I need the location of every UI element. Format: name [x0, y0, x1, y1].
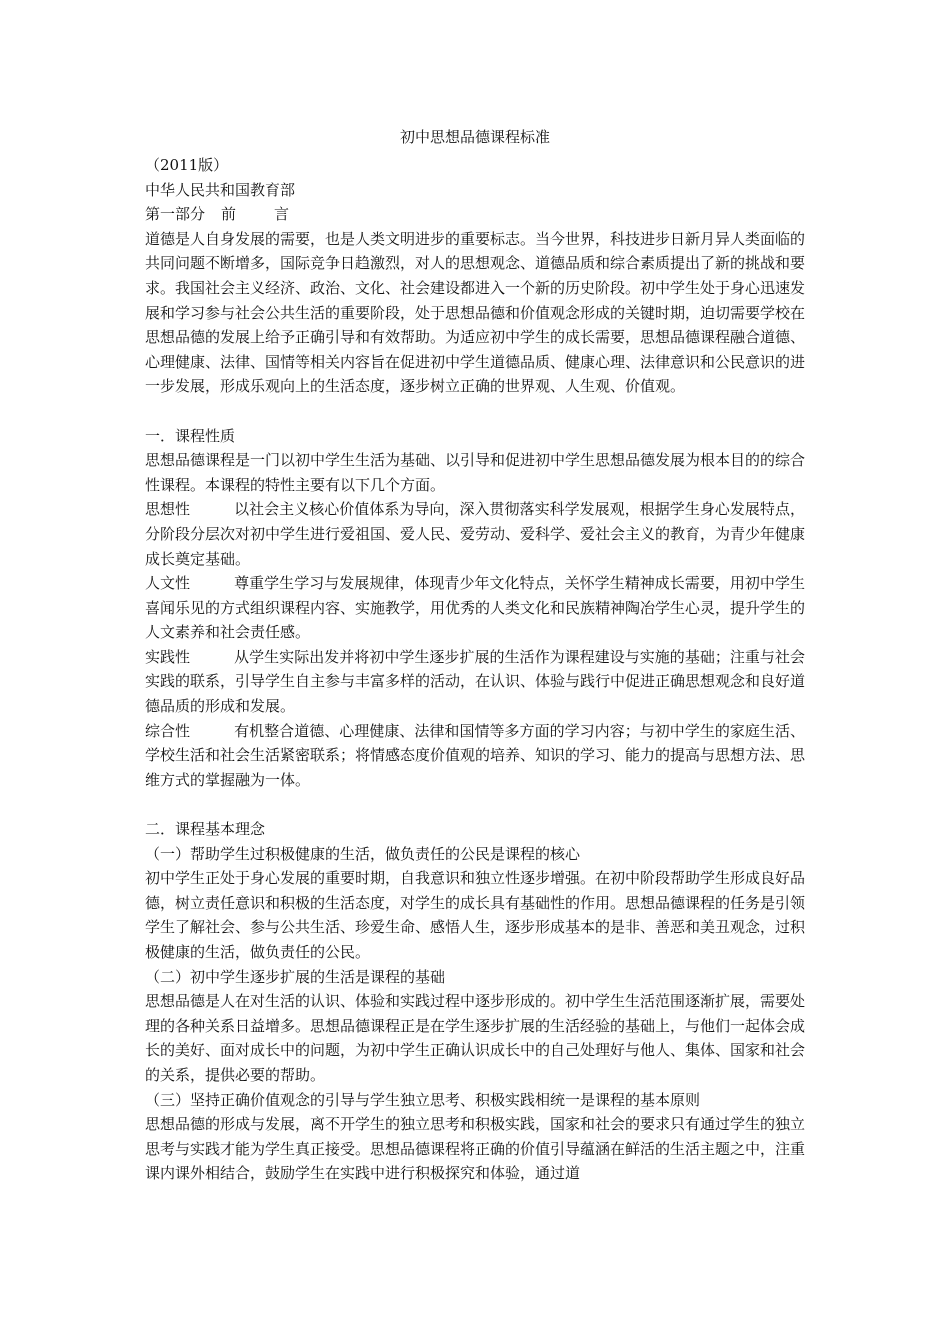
trait-text: 以社会主义核心价值体系为导向，深入贯彻落实科学发展观，根据学生身心发展特点，分阶段分层次对初中学生进行爱祖国、爱人民、爱劳动、爱科学、爱社会主义的教育，为青少年健康成长奠定基础。	[145, 500, 806, 568]
trait-label: 思想性	[145, 500, 191, 519]
trait-label: 实践性	[145, 647, 191, 666]
trait-text: 有机整合道德、心理健康、法律和国情等多方面的学习内容；与初中学生的家庭生活、学校生活和社会生活紧密联系；将情感态度价值观的培养、知识的学习、能力的提高与思想方法、思维方式的掌握融为一体。	[145, 721, 806, 789]
issuer-line: 中华人民共和国教育部	[145, 180, 296, 199]
document-title: 初中思想品德课程标准	[399, 128, 550, 146]
edition-line: （2011版）	[145, 156, 229, 174]
part-heading	[145, 202, 805, 227]
trait-label: 综合性	[145, 721, 191, 740]
section-heading-nature: 一．课程性质	[145, 426, 236, 445]
part-word-2: 言	[274, 205, 290, 224]
trait-paragraph	[145, 645, 805, 719]
trait-text: 尊重学生学习与发展规律，体现青少年文化特点，关怀学生精神成长需要，用初中学生喜闻乐见的方式组织课程内容、实施教学，用优秀的人类文化和民族精神陶冶学生心灵，提升学生的人文素养和社会责任感。	[145, 574, 806, 642]
trait-paragraph	[145, 571, 805, 645]
principle-paragraph: 初中学生正处于身心发展的重要时期，自我意识和独立性逐步增强。在初中阶段帮助学生形成良好品德，树立责任意识和积极的生活态度，对学生的成长具有基础性的作用。思想品德课程的任务是引领学生了解社会、参与公共生活、珍爱生命、感悟人生，逐步形成基本的是非、善恶和美丑观念，过积极健康的生活，做负责任的公民。	[145, 869, 806, 961]
part-label: 第一部分	[145, 205, 206, 224]
part-word-1: 前	[221, 205, 237, 224]
preface-paragraph: 道德是人自身发展的需要，也是人类文明进步的重要标志。当今世界，科技进步日新月异人类面临的共同问题不断增多，国际竞争日趋激烈，对人的思想观念、道德品质和综合素质提出了新的挑战和要求。我国社会主义经济、政治、文化、社会建设都进入一个新的历史阶段。初中学生处于身心迅速发展和学习参与社会公共生活的重要阶段，处于思想品德和价值观念形成的关键时期，迫切需要学校在思想品德的发展上给予正确引导和有效帮助。为适应初中学生的成长需要，思想品德课程融合道德、心理健康、法律、国情等相关内容旨在促进初中学生道德品质、健康心理、法律意识和公民意识的进一步发展，形成乐观向上的生活态度，逐步树立正确的世界观、人生观、价值观。	[145, 229, 806, 396]
principle-heading: （一）帮助学生过积极健康的生活，做负责任的公民是课程的核心	[145, 844, 581, 863]
principle-heading: （三）坚持正确价值观念的引导与学生独立思考、积极实践相统一是课程的基本原则	[145, 1090, 701, 1109]
trait-paragraph	[145, 719, 805, 793]
principle-heading: （二）初中学生逐步扩展的生活是课程的基础	[145, 967, 446, 986]
trait-paragraph	[145, 497, 805, 571]
trait-label: 人文性	[145, 574, 191, 593]
section-heading-principles: 二．课程基本理念	[145, 820, 266, 839]
document-page	[145, 122, 805, 1186]
trait-text: 从学生实际出发并将初中学生逐步扩展的生活作为课程建设与实施的基础；注重与社会实践的联系，引导学生自主参与丰富多样的活动，在认识、体验与践行中促进正确思想观念和良好道德品质的形成和发展。	[145, 647, 806, 716]
section-intro-paragraph: 思想品德课程是一门以初中学生生活为基础、以引导和促进初中学生思想品德发展为根本目的的综合性课程。本课程的特性主要有以下几个方面。	[145, 451, 806, 494]
principle-paragraph: 思想品德的形成与发展，离不开学生的独立思考和积极实践，国家和社会的要求只有通过学生的独立思考与实践才能为学生真正接受。思想品德课程将正确的价值引导蕴涵在鲜活的生活主题之中，注重课内课外相结合，鼓励学生在实践中进行积极探究和体验，通过道	[145, 1115, 806, 1183]
principle-paragraph: 思想品德是人在对生活的认识、体验和实践过程中逐步形成的。初中学生生活范围逐渐扩展，需要处理的各种关系日益增多。思想品德课程正是在学生逐步扩展的生活经验的基础上，与他们一起体会成长的美好、面对成长中的问题，为初中学生正确认识成长中的自己处理好与他人、集体、国家和社会的关系，提供必要的帮助。	[145, 992, 806, 1084]
